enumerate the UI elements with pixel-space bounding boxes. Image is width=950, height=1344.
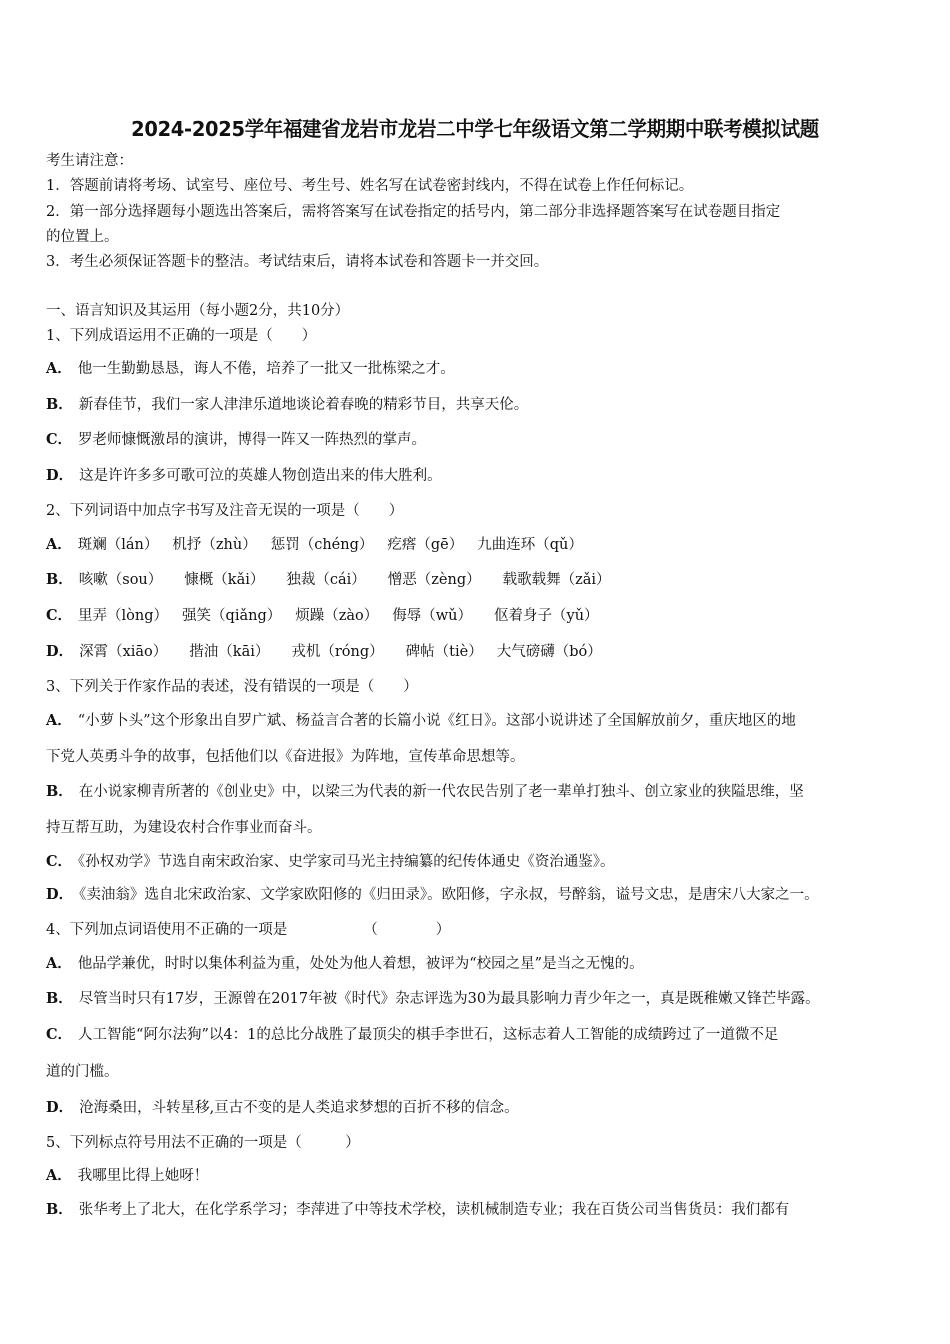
q4-stem-text: 4、下列加点词语使用不正确的一项是	[46, 922, 288, 938]
q5-option-a	[46, 1166, 208, 1186]
option-label: A．	[46, 360, 72, 377]
option-label: B．	[46, 990, 73, 1007]
option-label: A．	[46, 712, 72, 729]
option-label: B．	[46, 396, 73, 413]
q1-option-c	[46, 430, 426, 450]
word: 机抒（zhù）	[172, 537, 257, 553]
option-text: 这是许许多多可歌可泣的英雄人物创造出来的伟大胜利。	[79, 468, 442, 484]
option-label: C．	[46, 607, 73, 624]
q2-option-d	[46, 642, 602, 662]
option-text: “小萝卜头”这个形象出自罗广斌、杨益言合著的长篇小说《红日》。这部小说讲述了全国解放前夕，重庆地区的地	[77, 713, 796, 729]
option-text: 《孙权劝学》节选自南宋政治家、史学家司马光主持编纂的纪传体通史《资治通鉴》。	[78, 854, 615, 870]
word: 慷概（kǎi）	[184, 572, 265, 588]
q1-option-d	[46, 466, 442, 486]
q3-option-b	[46, 782, 804, 802]
option-text: 我哪里比得上她呀！	[77, 1168, 209, 1184]
q4-option-d	[46, 1098, 519, 1118]
word: 戎机（róng）	[291, 644, 384, 660]
notice-heading: 考生请注意：	[46, 153, 133, 169]
option-label: C．	[46, 1026, 73, 1043]
word: 烦躁（zào）	[295, 608, 379, 624]
word: 九曲连环（qǔ）	[477, 537, 583, 553]
q3-option-b-cont: 持互帮互助，为建设农村合作事业而奋斗。	[46, 820, 322, 836]
option-label: A．	[46, 955, 72, 972]
option-label: D．	[46, 886, 74, 903]
notice-item-3: 3．考生必须保证答题卡的整洁。考试结束后，请将本试卷和答题卡一并交回。	[46, 254, 549, 270]
word: 大气磅礴（bó）	[496, 644, 602, 660]
word: 强笑（qiǎng）	[182, 608, 282, 624]
q2-option-b	[46, 570, 611, 590]
option-label: A．	[46, 536, 72, 553]
option-text: 他品学兼优，时时以集体利益为重，处处为他人着想，被评为“校园之星”是当之无愧的。	[77, 956, 644, 972]
q3-option-c	[46, 852, 615, 872]
answer-paren: （ ）	[363, 922, 451, 938]
option-label: B．	[46, 571, 73, 588]
option-text: 新春佳节，我们一家人津津乐道地谈论着春晚的精彩节目，共享天伦。	[78, 397, 529, 413]
word: 侮辱（wǔ）	[392, 608, 472, 624]
option-text: 沧海桑田，斗转星移,亘古不变的是人类追求梦想的百折不移的信念。	[79, 1100, 519, 1116]
q3-option-a	[46, 711, 796, 731]
q4-option-a	[46, 954, 644, 974]
q5-stem: 5、下列标点符号用法不正确的一项是（ ）	[46, 1135, 360, 1151]
q1-stem: 1、下列成语运用不正确的一项是（ ）	[46, 328, 317, 344]
notice-item-1: 1．答题前请将考场、试室号、座位号、考生号、姓名写在试卷密封线内，不得在试卷上作任何标记。	[46, 178, 694, 194]
option-label: B．	[46, 1201, 73, 1218]
option-label: C．	[46, 853, 73, 870]
option-text: 罗老师慷慨激昂的演讲，博得一阵又一阵热烈的掌声。	[78, 432, 427, 448]
word: 憎恶（zèng）	[387, 572, 481, 588]
q4-stem	[46, 920, 450, 940]
option-label: D．	[46, 1099, 74, 1116]
option-label: D．	[46, 467, 74, 484]
word: 揩油（kāi）	[189, 644, 270, 660]
q4-option-c-cont: 道的门槛。	[46, 1064, 119, 1080]
word: 里弄（lòng）	[78, 608, 169, 624]
option-text: 尽管当时只有17岁，王源曾在2017年被《时代》杂志评选为30为最具影响力青少年之一，真是既稚嫩又锋芒毕露。	[78, 991, 820, 1007]
notice-item-2-cont: 的位置上。	[46, 229, 119, 245]
q4-option-c	[46, 1025, 778, 1045]
word: 载歌载舞（zǎi）	[502, 572, 611, 588]
word: 碑帖（tiè）	[405, 644, 483, 660]
word: 惩罚（chéng）	[270, 537, 374, 553]
q2-option-a	[46, 535, 583, 555]
word: 深霄（xiāo）	[79, 644, 168, 660]
q5-option-b	[46, 1200, 789, 1220]
q1-option-a	[46, 359, 455, 379]
option-text: 他一生勤勤恳恳，诲人不倦，培养了一批又一批栋梁之才。	[77, 361, 455, 377]
word: 斑斓（lán）	[77, 537, 159, 553]
option-text: 在小说家柳青所著的《创业史》中，以梁三为代表的新一代农民告别了老一辈单打独斗、创立家业的狭隘思维，坚	[78, 784, 804, 800]
option-label: D．	[46, 643, 74, 660]
word: 咳嗽（sou）	[78, 572, 163, 588]
q4-option-b	[46, 989, 820, 1009]
q1-option-b	[46, 395, 528, 415]
option-text: 张华考上了北大，在化学系学习；李萍进了中等技术学校，读机械制造专业；我在百货公司当售货员：我们都有	[78, 1202, 790, 1218]
q3-option-a-cont: 下党人英勇斗争的故事，包括他们以《奋进报》为阵地，宣传革命思想等。	[46, 749, 525, 765]
exam-title: 2024-2025学年福建省龙岩市龙岩二中学七年级语文第二学期期中联考模拟试题	[131, 117, 819, 141]
word: 伛着身子（yǔ）	[494, 608, 599, 624]
option-text: 人工智能“阿尔法狗”以4：1的总比分战胜了最顶尖的棋手李世石，这标志着人工智能的成绩跨过了一道微不足	[78, 1027, 779, 1043]
q3-stem: 3、下列关于作家作品的表述，没有错误的一项是（ ）	[46, 679, 418, 695]
q2-stem: 2、下列词语中加点字书写及注音无误的一项是（ ）	[46, 503, 404, 519]
word: 独裁（cái）	[286, 572, 366, 588]
option-label: B．	[46, 783, 73, 800]
notice-item-2: 2．第一部分选择题每小题选出答案后，需将答案写在试卷指定的括号内，第二部分非选择题答案写在试卷题目指定	[46, 204, 781, 220]
q3-option-d	[46, 885, 819, 905]
option-label: C．	[46, 431, 73, 448]
q2-option-c	[46, 606, 599, 626]
option-label: A．	[46, 1167, 72, 1184]
section-heading: 一、语言知识及其运用（每小题2分，共10分）	[46, 303, 350, 319]
option-text: 《卖油翁》选自北宋政治家、文学家欧阳修的《归田录》。欧阳修，字永叔，号醉翁，谥号文忠，是唐宋八大家之一。	[79, 887, 819, 903]
word: 疙瘩（gē）	[387, 537, 464, 553]
